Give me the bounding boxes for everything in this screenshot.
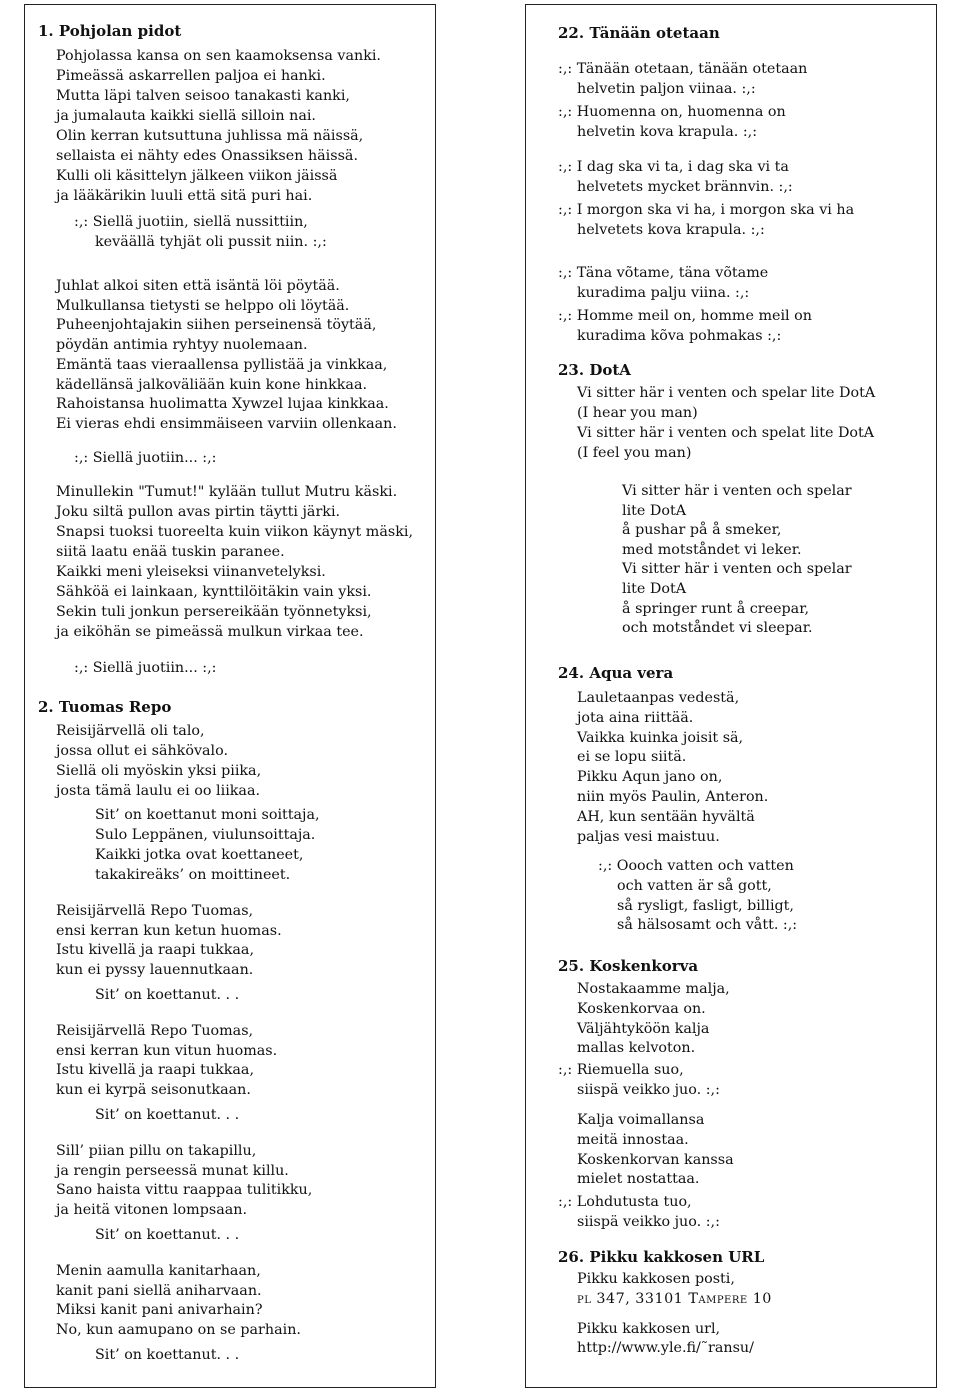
address-line: pl 347, 33101 Tampere 10 (577, 1291, 772, 1307)
lyric-line: ei se lopu siitä. (577, 749, 687, 766)
lyric-line: Pimeässä askarrellen paljoa ei hanki. (56, 68, 326, 84)
lyric-line: Joku siltä pullon avas pirtin täytti järki. (56, 504, 341, 520)
lyric-line: takakireäks’ on moittineet. (95, 867, 291, 883)
url-line: http://www.yle.fi/˜ransu/ (577, 1340, 754, 1356)
lyric-line: Kaikki meni yleiseksi viinanvetelyksi. (56, 564, 326, 580)
lyric-line: lite DotA (622, 502, 687, 519)
lyric-line: Koskenkorvan kanssa (577, 1151, 734, 1168)
lyric-line: paljas vesi maistuu. (577, 828, 720, 845)
lyric-line: å springer runt å creepar, (622, 600, 810, 617)
lyric-line: helvetin paljon viinaa. :,: (577, 81, 756, 97)
lyric-line: :,: Täna võtame, täna võtame (558, 265, 769, 281)
lyric-line: helvetets kova krapula. :,: (577, 222, 765, 238)
lyric-line: :,: I dag ska vi ta, i dag ska vi ta (558, 159, 789, 175)
lyric-line: siispä veikko juo. :,: (577, 1081, 720, 1098)
lyric-line: :,: Tänään otetaan, tänään otetaan (558, 61, 808, 77)
lyric-line: Mutta läpi talven seisoo tanakasti kanki, (56, 88, 350, 104)
lyric-line: No, kun aamupano on se parhain. (56, 1322, 301, 1339)
lyric-line: ja lääkärikin luuli että sitä puri hai. (56, 188, 313, 204)
lyric-line: :,: Oooch vatten och vatten (598, 858, 794, 874)
refrain-line: Sit’ on koettanut. . . (95, 1347, 240, 1363)
lyric-line: ensi kerran kun ketun huomas. (56, 922, 282, 939)
lyric-line: Miksi kanit pani anivarhain? (56, 1302, 263, 1319)
lyric-line: meitä innostaa. (577, 1131, 689, 1148)
lyric-line: :,: Huomenna on, huomenna on (558, 104, 786, 120)
refrain-line: Sit’ on koettanut. . . (95, 1107, 240, 1123)
lyric-line: Lauletaanpas vedestä, (577, 690, 740, 706)
song-heading: 23. DotA (558, 361, 631, 379)
lyric-line: Puheenjohtajakin siihen perseinensä töytää, (56, 317, 377, 334)
lyric-line: Sill’ piian pillu on takapillu, (56, 1143, 257, 1159)
lyric-line: Sekin tuli jonkun persereikään työnnetyksi, (56, 604, 372, 620)
song-heading: 26. Pikku kakkosen URL (558, 1248, 765, 1266)
lyric-line: Vi sitter här i venten och spelar (622, 561, 852, 578)
song-heading: 25. Koskenkorva (558, 957, 699, 975)
lyric-line: Juhlat alkoi siten että isäntä löi pöytää. (56, 278, 340, 294)
lyric-line: Vaikka kuinka joisit sä, (577, 729, 744, 746)
lyric-line: och motståndet vi sleepar. (622, 620, 813, 637)
lyric-line: Snapsi tuoksi tuoreelta kuin viikon käynyt mäski, (56, 524, 413, 540)
lyric-line: så rysligt, fasligt, billigt, (617, 897, 794, 914)
lyric-line: kuradima palju viina. :,: (577, 285, 750, 301)
lyric-line: sellaista ei nähty edes Onassiksen häissä. (56, 148, 358, 164)
lyric-line: Vi sitter här i venten och spelat lite DotA (577, 425, 875, 441)
lyric-line: Siellä oli myöskin yksi piika, (56, 763, 262, 779)
lyric-line: siispä veikko juo. :,: (577, 1213, 720, 1230)
lyric-line: (I feel you man) (577, 445, 692, 461)
refrain-line: Sit’ on koettanut. . . (95, 1227, 240, 1243)
lyric-line: Kalja voimallansa (577, 1112, 705, 1128)
song-heading: 1. Pohjolan pidot (38, 22, 182, 40)
lyric-line: Sulo Leppänen, viulunsoittaja. (95, 827, 316, 843)
song-heading: 2. Tuomas Repo (38, 698, 172, 716)
lyric-line: Nostakaamme malja, (577, 981, 730, 997)
lyric-line: kuradima kõva pohmakas :,: (577, 328, 782, 344)
lyric-line: Sähköä ei lainkaan, kynttilöitäkin vain yksi. (56, 584, 372, 600)
lyric-line: :,: Homme meil on, homme meil on (558, 308, 812, 324)
lyric-line: Menin aamulla kanitarhaan, (56, 1263, 261, 1279)
lyric-line: jota aina riittää. (577, 709, 694, 726)
lyric-line: :,: I morgon ska vi ha, i morgon ska vi ha (558, 202, 855, 218)
address-line: Pikku kakkosen url, (577, 1321, 721, 1337)
lyric-line: (I hear you man) (577, 405, 698, 421)
song-heading: 24. Aqua vera (558, 664, 674, 682)
lyric-line: Olin kerran kutsuttuna juhlissa mä näissä, (56, 128, 364, 144)
lyric-line: helvetin kova krapula. :,: (577, 124, 758, 140)
lyric-line: ja heitä vitonen lompsaan. (56, 1202, 248, 1219)
lyric-line: ja eiköhän se pimeässä mulkun virkaa tee. (56, 624, 364, 640)
lyric-line: Minullekin "Tumut!" kylään tullut Mutru käski. (56, 484, 398, 500)
lyric-line: ja jumalauta kaikki siellä silloin nai. (56, 108, 316, 124)
lyric-line: kanit pani siellä aniharvaan. (56, 1282, 262, 1299)
lyric-line: :,: Riemuella suo, (558, 1062, 684, 1078)
lyric-line: ensi kerran kun vitun huomas. (56, 1042, 278, 1059)
lyric-line: Istu kivellä ja raapi tukkaa, (56, 942, 254, 959)
address-line: Pikku kakkosen posti, (577, 1271, 735, 1287)
lyric-line: :,: Siellä juotiin, siellä nussittiin, (74, 214, 308, 230)
song-heading: 22. Tänään otetaan (558, 24, 720, 42)
lyric-line: Sano haista vittu raappaa tulitikku, (56, 1182, 313, 1199)
refrain-line: Sit’ on koettanut. . . (95, 987, 240, 1003)
lyric-line: Reisijärvellä Repo Tuomas, (56, 1023, 254, 1039)
lyric-line: kun ei kyrpä seisonutkaan. (56, 1082, 251, 1099)
lyric-line: josta tämä laulu ei oo liikaa. (56, 783, 261, 799)
lyric-line: :,: Lohdutusta tuo, (558, 1194, 692, 1210)
lyric-line: AH, kun sentään hyvältä (577, 808, 755, 825)
lyric-line: Rahoistansa huolimatta Xywzel lujaa kinkkaa. (56, 396, 389, 413)
lyric-line: Mulkullansa tietysti se helppo oli löytää. (56, 297, 350, 314)
lyric-line: Koskenkorvaa on. (577, 1000, 706, 1017)
lyric-line: å pushar på å smeker, (622, 522, 782, 539)
lyric-line: Sit’ on koettanut moni soittaja, (95, 807, 320, 823)
lyric-line: lite DotA (622, 581, 687, 597)
lyric-line: Ei vieras ehdi ensimmäiseen varviin ollenkaan. (56, 415, 397, 432)
lyric-line: pöydän antimia ryhtyy nuolemaan. (56, 337, 308, 354)
lyric-line: jossa ollut ei sähkövalo. (56, 743, 229, 759)
lyric-line: så hälsosamt och vått. :,: (617, 917, 798, 934)
lyric-line: helvetets mycket brännvin. :,: (577, 179, 793, 195)
lyric-line: och vatten är så gott, (617, 877, 772, 894)
lyric-line: Pohjolassa kansa on sen kaamoksensa vanki. (56, 48, 381, 64)
lyric-line: siitä laatu enää tuskin paranee. (56, 544, 285, 560)
lyric-line: Reisijärvellä oli talo, (56, 723, 205, 739)
lyric-line: Istu kivellä ja raapi tukkaa, (56, 1062, 254, 1079)
lyric-line: keväällä tyhjät oli pussit niin. :,: (95, 234, 327, 250)
lyric-line: Vi sitter här i venten och spelar lite DotA (577, 385, 876, 401)
refrain-line: :,: Siellä juotiin... :,: (74, 450, 217, 466)
lyric-line: med motståndet vi leker. (622, 541, 802, 558)
lyric-line: mallas kelvoton. (577, 1040, 696, 1057)
lyric-line: Pikku Aqun jano on, (577, 769, 723, 786)
lyric-line: mielet nostattaa. (577, 1171, 700, 1188)
lyric-line: ja rengin perseessä munat killu. (56, 1162, 289, 1179)
lyric-line: kädellänsä jalkoväliään kuin kone hinkkaa. (56, 376, 368, 393)
lyric-line: niin myös Paulin, Anteron. (577, 789, 769, 805)
lyric-line: Kulli oli käsittelyn jälkeen viikon jäissä (56, 168, 338, 184)
lyric-line: Vi sitter här i venten och spelar (622, 483, 852, 499)
lyric-line: Väljähtyköön kalja (577, 1020, 710, 1037)
lyric-line: kun ei pyssy lauennutkaan. (56, 962, 254, 979)
lyric-line: Kaikki jotka ovat koettaneet, (95, 847, 304, 863)
refrain-line: :,: Siellä juotiin... :,: (74, 660, 217, 676)
lyric-line: Reisijärvellä Repo Tuomas, (56, 903, 254, 919)
lyric-line: Emäntä taas vieraallensa pyllistää ja vinkkaa, (56, 356, 388, 373)
